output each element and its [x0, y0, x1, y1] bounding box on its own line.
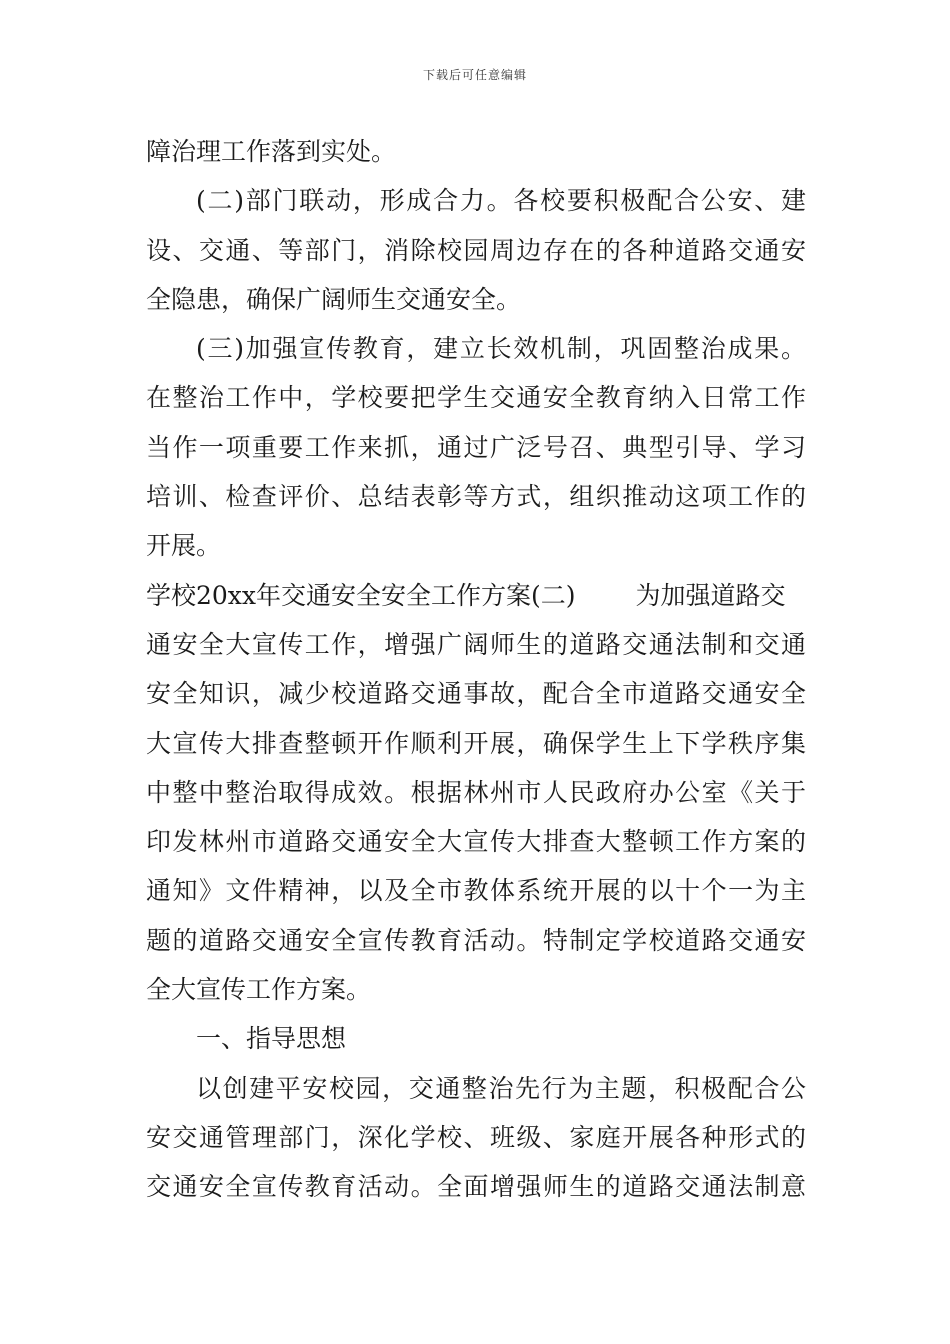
paragraph-line: 培训、检查评价、总结表彰等方式，组织推动这项工作的 [146, 482, 806, 512]
section-heading-line [146, 571, 806, 620]
page-header: 下载后可任意编辑 [422, 68, 527, 82]
paragraph-line: 全隐患，确保广阔师生交通安全。 [146, 284, 522, 314]
paragraph-line: 大宣传大排查整顿开作顺利开展，确保学生上下学秩序集 [146, 728, 806, 758]
paragraph-line: 交通安全宣传教育活动。全面增强师生的道路交通法制意 [146, 1172, 806, 1202]
document-body [146, 127, 806, 1212]
paragraph-line: 通安全大宣传工作，增强广阔师生的道路交通法制和交通 [146, 629, 806, 659]
section-title: 一、指导思想 [196, 1024, 347, 1054]
paragraph-line: 安全知识，减少校道路交通事故，配合全市道路交通安全 [146, 679, 806, 709]
paragraph-line: 中整中整治取得成效。根据林州市人民政府办公室《关于 [146, 777, 806, 807]
paragraph-line: 当作一项重要工作来抓，通过广泛号召、典型引导、学习 [146, 432, 806, 462]
paragraph-line: 以创建平安校园，交通整治先行为主题，积极配合公 [196, 1073, 806, 1103]
paragraph-line: (二)部门联动，形成合力。各校要积极配合公安、建 [196, 186, 806, 216]
paragraph-line: (三)加强宣传教育，建立长效机制，巩固整治成果。 [196, 334, 806, 364]
section-heading-lead: 为加强道路交 [635, 580, 786, 610]
paragraph-line: 开展。 [146, 531, 222, 561]
paragraph-line: 安交通管理部门，深化学校、班级、家庭开展各种形式的 [146, 1122, 806, 1152]
paragraph-line: 在整治工作中，学校要把学生交通安全教育纳入日常工作 [146, 383, 806, 413]
paragraph-line: 设、交通、等部门，消除校园周边存在的各种道路交通安 [146, 235, 806, 265]
paragraph-line: 题的道路交通安全宣传教育活动。特制定学校道路交通安 [146, 925, 806, 955]
section-heading-title: 学校20xx年交通安全安全工作方案(二) [146, 580, 576, 610]
paragraph-line: 障治理工作落到实处。 [146, 137, 397, 166]
paragraph-line: 通知》文件精神，以及全市教体系统开展的以十个一为主 [146, 876, 806, 906]
paragraph-line: 印发林州市道路交通安全大宣传大排查大整顿工作方案的 [146, 827, 806, 857]
paragraph-line: 全大宣传工作方案。 [146, 975, 372, 1005]
